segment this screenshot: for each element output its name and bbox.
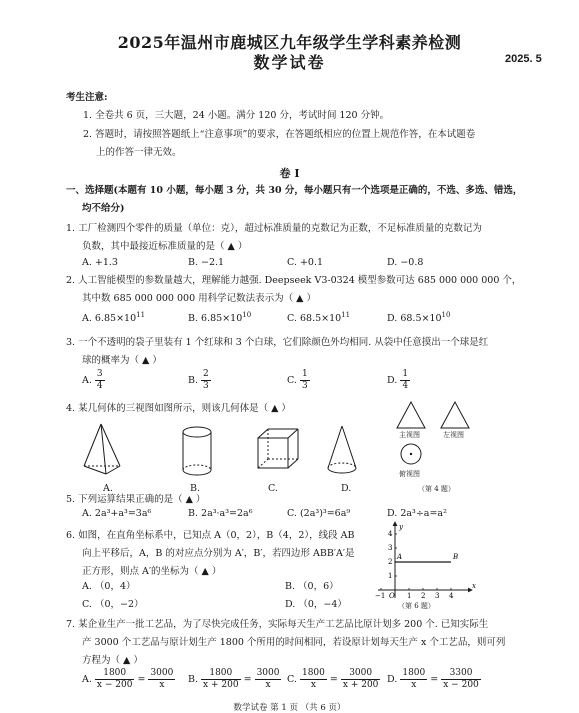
q7-stem-cont-2: 方程为（ ▲ ） [82, 655, 143, 666]
q7-option-c: C. $\frac{1800}{x}$ = $\frac{3000}{x + 200}$ [287, 668, 379, 690]
notice-item-1: 1. 全卷共 6 页，三大题，24 小题。满分 120 分，考试时间 120 分钟。 [83, 110, 390, 121]
left-view-label: 左视图 [443, 431, 464, 439]
q1-option-d: D. −0.8 [387, 257, 424, 268]
q3-option-b: B. $\frac{2}{3}$ [188, 369, 209, 391]
q2-option-a: A. $6.85\times 10^{11}$ [82, 311, 146, 325]
cylinder-figure [183, 427, 211, 475]
page-footer: 数学试卷 第 1 页 （共 6 页） [233, 703, 346, 713]
q1-option-b: B. −2.1 [188, 257, 225, 268]
q6-option-c: C. （0，−2） [82, 599, 144, 610]
exam-date: 2025. 5 [505, 53, 542, 65]
front-view-triangle [397, 402, 425, 428]
x-tick-3: 3 [435, 592, 440, 600]
q4-option-d: D. [341, 483, 352, 494]
q4-figure-caption: （第 4 题） [418, 485, 455, 493]
q7-stem: 7. 某企业生产一批工艺品，为了尽快完成任务，实际每天生产工艺品比原计划多 200 个. 已知实际生 [66, 619, 489, 630]
q6-option-b: B. （0，6） [285, 581, 339, 592]
q2-option-d: D. $68.5\times 10^{10}$ [387, 311, 451, 325]
q2-option-c: C. $68.5\times 10^{11}$ [287, 311, 351, 325]
q4-option-b: B. [190, 483, 201, 494]
q6-option-a: A. （0，4） [82, 581, 136, 592]
x-tick-neg1: −1 [375, 592, 386, 600]
pyramid-figure [84, 424, 120, 474]
q1-stem: 1. 工厂检测四个零件的质量（单位：克），超过标准质量的克数记为正数，不足标准质量的克数记为 [66, 223, 482, 234]
q6-option-d: D. （0，−4） [285, 599, 347, 610]
q2-option-b: B. $6.85\times 10^{10}$ [188, 311, 252, 325]
x-tick-4: 4 [449, 592, 454, 600]
q6-figure-caption: （第 6 题） [398, 602, 435, 610]
q4-stem: 4. 某几何体的三视图如图所示，则该几何体是（ ▲ ） [66, 403, 291, 414]
y-tick-1: 1 [388, 572, 393, 580]
section1-heading-cont: 均不给分) [82, 203, 125, 214]
q5-option-b: B. 2a³·a³=2a⁶ [188, 508, 253, 519]
q3-option-c: C. $\frac{1}{3}$ [287, 369, 308, 391]
page-title: 2025年温州市鹿城区九年级学生学科素养检测 [117, 33, 462, 52]
q2-stem-cont: 其中数 685 000 000 000 用科学记数法表示为（ ▲ ） [82, 293, 316, 304]
q6-stem-cont-2: 正方形，则点 A′的坐标为（ ▲ ） [82, 566, 222, 577]
page-subtitle: 数学试卷 [253, 53, 326, 72]
q6-stem-cont: 向上平移后，A，B 的对应点分别为 A′，B′，若四边形 ABB′A′是 [82, 548, 355, 559]
notice-item-2: 2. 答题时，请按照答题纸上“注意事项”的要求，在答题纸相应的位置上规范作答，在本试题卷 [83, 129, 476, 140]
section1-heading: 一、选择题(本题有 10 小题，每小题 3 分，共 30 分，每小题只有一个选项是正确的，不选、多选、错选， [66, 185, 523, 196]
q6-stem: 6. 如图，在直角坐标系中，已知点 A（0，2），B（4，2），线段 AB [66, 530, 355, 541]
q7-option-d: D. $\frac{1800}{x}$ = $\frac{3300}{x - 200}$ [387, 668, 479, 690]
q1-option-a: A. +1.3 [82, 257, 118, 268]
point-b-label: B [453, 553, 459, 561]
q1-stem-cont: 负数，其中最接近标准质量的是（ ▲ ） [82, 241, 248, 252]
front-view-label: 主视图 [399, 431, 420, 439]
y-tick-4: 4 [388, 530, 393, 538]
q4-option-figures [80, 420, 420, 482]
q1-option-c: C. +0.1 [287, 257, 324, 268]
q5-option-c: C. (2a³)³=6a⁹ [287, 508, 351, 519]
y-axis-label: y [399, 523, 403, 531]
q3-option-d: D. $\frac{1}{4}$ [387, 369, 409, 391]
cone-figure [328, 426, 356, 473]
x-tick-2: 2 [421, 592, 426, 600]
y-tick-3: 3 [388, 544, 393, 552]
q5-stem: 5. 下列运算结果正确的是（ ▲ ） [66, 494, 206, 505]
notice-item-3: 上的作答一律无效。 [96, 147, 182, 158]
q3-option-a: A. $\frac{3}{4}$ [82, 369, 103, 391]
q7-option-a: A. $\frac{1800}{x - 200}$ = $\frac{3000}{x}$ [82, 668, 174, 690]
cube-figure [258, 429, 298, 468]
top-view-label: 俯视图 [399, 470, 420, 478]
q5-option-d: D. 2a³÷a=a² [387, 508, 447, 519]
notice-heading: 考生注意: [66, 92, 108, 103]
q7-stem-cont: 产 3000 个工艺品与原计划生产 1800 个所用的时间相同，若设原计划每天生产 x 个工艺品，则可列 [82, 637, 506, 648]
q4-option-c: C. [268, 483, 278, 494]
q4-option-a: A. [103, 483, 113, 494]
y-tick-2: 2 [388, 558, 393, 566]
q2-stem: 2. 人工智能模型的参数量越大，理解能力越强. Deepseek V3-0324 模型参数可达 685 000 000 000 个， [66, 275, 522, 286]
q5-option-a: A. 2a³+a³=3a⁶ [82, 508, 152, 519]
q6-coordinate-graph [370, 518, 480, 602]
point-a-label: A [397, 553, 403, 561]
origin-label: O [389, 592, 395, 600]
q3-stem: 3. 一个不透明的袋子里装有 1 个红球和 3 个白球，它们除颜色外均相同. 从袋中任意摸出一个球是红 [66, 337, 489, 348]
x-axis-label: x [472, 582, 476, 590]
q7-option-b: B. $\frac{1800}{x + 200}$ = $\frac{3000}{x}$ [188, 668, 280, 690]
q3-stem-cont: 球的概率为（ ▲ ） [82, 355, 162, 366]
x-tick-1: 1 [407, 592, 412, 600]
left-view-triangle [441, 402, 469, 428]
volume-label: 卷 I [279, 167, 300, 180]
